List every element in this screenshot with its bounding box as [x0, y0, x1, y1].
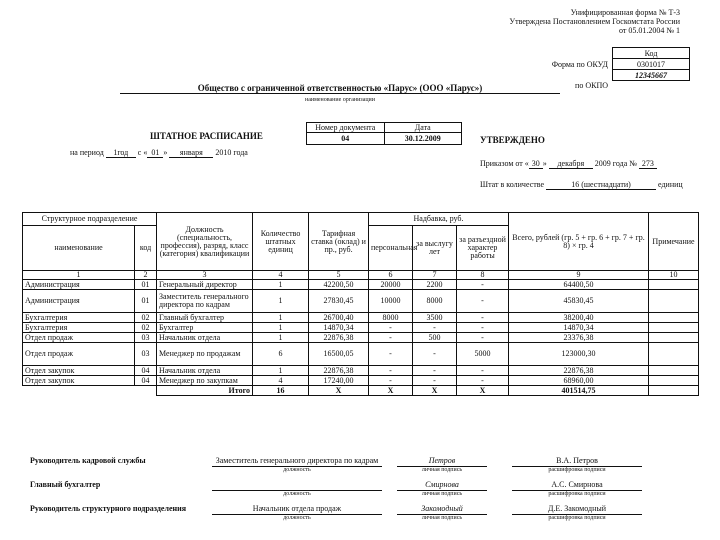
signature-name: В.А. Петров: [512, 456, 642, 467]
signature-block: [22, 480, 698, 504]
signature-position: [212, 480, 382, 491]
cell-total: 23376,38: [509, 333, 649, 343]
col-number: 2: [135, 271, 157, 280]
okud-value: 0301017: [613, 59, 690, 70]
doc-title: ШТАТНОЕ РАСПИСАНИЕ: [150, 131, 263, 141]
cell-position: Бухгалтер: [157, 323, 253, 333]
order-month: декабря: [549, 159, 593, 169]
cell-allow3: -: [457, 366, 509, 376]
cell-total: 38200,40: [509, 313, 649, 323]
okpo-label: по ОКПО: [575, 81, 608, 90]
table-row: [23, 366, 699, 376]
cell-rate: 14870,34: [309, 323, 369, 333]
cell-allow2: 8000: [413, 290, 457, 313]
cell-total: 45830,45: [509, 290, 649, 313]
cell-allow2: 3500: [413, 313, 457, 323]
cell-allow1: -: [369, 343, 413, 366]
th-position: Должность (специальность, профессия), разряд, класс (категория) квалификации: [157, 213, 253, 271]
doc-number-table: [306, 122, 462, 145]
th-rate: Тарифная ставка (оклад) и пр., руб.: [309, 213, 369, 271]
table-row: [23, 313, 699, 323]
cell-allow2: -: [413, 323, 457, 333]
cell-allow1: -: [369, 376, 413, 386]
staff-count-label: Штат в количестве: [480, 180, 545, 189]
caption-name: расшифровка подписи: [548, 491, 606, 497]
table-row: [23, 323, 699, 333]
signature-role: Руководитель кадровой службы: [30, 456, 146, 465]
caption-position: должность: [283, 515, 311, 521]
cell-position: Менеджер по закупкам: [157, 376, 253, 386]
order-year-label: года №: [612, 159, 637, 168]
form-header-line1: Унифицированная форма № Т-3: [570, 8, 680, 17]
th-allow3: за разъездной характер работы: [457, 226, 509, 271]
cell-note: [649, 313, 699, 323]
period-day: 01: [147, 148, 163, 158]
total-row: Итого 16 Х Х Х Х 401514,75: [23, 386, 699, 396]
cell-allow2: -: [413, 376, 457, 386]
organization-caption: наименование организации: [305, 97, 375, 103]
cell-count: 1: [253, 280, 309, 290]
cell-note: [649, 280, 699, 290]
th-total: Всего, рублей (гр. 5 + гр. 6 + гр. 7 + гр. 8) × гр. 4: [509, 213, 649, 271]
cell-count: 1: [253, 366, 309, 376]
cell-code: 02: [135, 323, 157, 333]
col-number: 8: [457, 271, 509, 280]
cell-position: Генеральный директор: [157, 280, 253, 290]
okpo-value: 12345667: [613, 70, 690, 81]
cell-position: Начальник отдела: [157, 366, 253, 376]
col-number: 6: [369, 271, 413, 280]
signatures: [22, 456, 698, 528]
table-row: [23, 376, 699, 386]
col-number: 1: [23, 271, 135, 280]
caption-position: должность: [283, 491, 311, 497]
table-row: [23, 290, 699, 313]
col-number: 7: [413, 271, 457, 280]
cell-allow1: -: [369, 333, 413, 343]
cell-unit: Бухгалтерия: [23, 323, 135, 333]
period-month: января: [169, 148, 213, 158]
cell-count: 1: [253, 313, 309, 323]
cell-total: 14870,34: [509, 323, 649, 333]
signature-role: Главный бухгалтер: [30, 480, 101, 489]
cell-allow2: -: [413, 366, 457, 376]
cell-allow3: -: [457, 323, 509, 333]
signature-mark: Петров: [397, 456, 487, 467]
cell-rate: 26700,40: [309, 313, 369, 323]
cell-note: [649, 376, 699, 386]
doc-number-header: Номер документа: [307, 123, 385, 133]
signature-position: Заместитель генерального директора по кадрам: [212, 456, 382, 467]
cell-position: Начальник отдела: [157, 333, 253, 343]
col-number: 9: [509, 271, 649, 280]
caption-name: расшифровка подписи: [548, 467, 606, 473]
okud-label: Форма по ОКУД: [551, 60, 608, 69]
cell-count: 1: [253, 333, 309, 343]
form-header: [380, 8, 680, 35]
table-row: [23, 280, 699, 290]
signature-block: [22, 504, 698, 528]
total-sum: 401514,75: [509, 386, 649, 396]
cell-allow1: 20000: [369, 280, 413, 290]
cell-allow2: -: [413, 343, 457, 366]
th-unit-code: код: [135, 226, 157, 271]
signature-mark: Закомодный: [397, 504, 487, 515]
signature-name: А.С. Смирнова: [512, 480, 642, 491]
col-number: 5: [309, 271, 369, 280]
period-line: на период 1год с « 01 » января 2010 года: [70, 148, 248, 157]
cell-code: 01: [135, 280, 157, 290]
cell-code: 04: [135, 366, 157, 376]
order-label: Приказом от: [480, 159, 523, 168]
form-header-line3: от 05.01.2004 № 1: [618, 26, 680, 35]
doc-number-value: 04: [307, 133, 385, 145]
th-allow2: за выслугу лет: [413, 226, 457, 271]
th-allowance: Надбавка, руб.: [369, 213, 509, 226]
staff-count-value: 16 (шестнадцати): [546, 180, 656, 190]
cell-unit: Администрация: [23, 280, 135, 290]
signature-position: Начальник отдела продаж: [212, 504, 382, 515]
cell-unit: Администрация: [23, 290, 135, 313]
cell-code: 01: [135, 290, 157, 313]
th-note: Примечание: [649, 213, 699, 271]
total-count: 16: [253, 386, 309, 396]
col-number: 10: [649, 271, 699, 280]
cell-note: [649, 333, 699, 343]
cell-note: [649, 343, 699, 366]
period-year-suffix: года: [233, 148, 248, 157]
cell-rate: 22876,38: [309, 333, 369, 343]
form-header-line2: Утверждена Постановлением Госкомстата России: [509, 17, 680, 26]
cell-code: 04: [135, 376, 157, 386]
cell-total: 22876,38: [509, 366, 649, 376]
cell-rate: 17240,00: [309, 376, 369, 386]
caption-position: должность: [283, 467, 311, 473]
cell-position: Менеджер по продажам: [157, 343, 253, 366]
cell-allow3: -: [457, 376, 509, 386]
cell-allow3: -: [457, 280, 509, 290]
col-number: 3: [157, 271, 253, 280]
cell-rate: 22876,38: [309, 366, 369, 376]
th-unit-name: наименование: [23, 226, 135, 271]
cell-note: [649, 366, 699, 376]
staff-table: [22, 212, 699, 396]
cell-allow3: -: [457, 290, 509, 313]
cell-unit: Отдел продаж: [23, 343, 135, 366]
cell-allow1: 10000: [369, 290, 413, 313]
table-row: [23, 343, 699, 366]
cell-allow1: -: [369, 366, 413, 376]
code-header: Код: [613, 48, 690, 59]
cell-allow2: 2200: [413, 280, 457, 290]
cell-rate: 42200,50: [309, 280, 369, 290]
cell-allow3: -: [457, 333, 509, 343]
cell-unit: Отдел продаж: [23, 333, 135, 343]
total-label: Итого: [157, 386, 253, 396]
cell-position: Заместитель генерального директора по кадрам: [157, 290, 253, 313]
cell-allow1: 8000: [369, 313, 413, 323]
staff-count-unit: единиц: [658, 180, 683, 189]
cell-count: 6: [253, 343, 309, 366]
caption-signature: личная подпись: [421, 491, 463, 497]
cell-allow2: 500: [413, 333, 457, 343]
cell-note: [649, 323, 699, 333]
cell-unit: Отдел закупок: [23, 366, 135, 376]
period-year: 2010: [215, 148, 232, 157]
order-day: 30: [529, 159, 543, 169]
cell-count: 1: [253, 290, 309, 313]
cell-code: 02: [135, 313, 157, 323]
th-unit: Структурное подразделение: [23, 213, 157, 226]
th-count: Количество штатных единиц: [253, 213, 309, 271]
column-numbers-row: [23, 271, 699, 280]
cell-allow3: 5000: [457, 343, 509, 366]
th-allow1: персональная: [369, 226, 413, 271]
signature-name: Д.Е. Закомодный: [512, 504, 642, 515]
caption-signature: личная подпись: [421, 467, 463, 473]
cell-code: 03: [135, 333, 157, 343]
cell-total: 64400,50: [509, 280, 649, 290]
cell-count: 4: [253, 376, 309, 386]
organization-name: Общество с ограниченной ответственностью «Парус» (ООО «Парус»): [120, 83, 560, 94]
cell-allow3: -: [457, 313, 509, 323]
staff-count-line: [480, 180, 683, 190]
caption-signature: личная подпись: [421, 515, 463, 521]
order-line: Приказом от « 30 » декабря 2009 года № 273: [480, 159, 657, 169]
signature-role: Руководитель структурного подразделения: [30, 504, 187, 513]
cell-unit: Бухгалтерия: [23, 313, 135, 323]
cell-rate: 16500,05: [309, 343, 369, 366]
cell-unit: Отдел закупок: [23, 376, 135, 386]
approved-label: УТВЕРЖДЕНО: [480, 135, 545, 145]
col-number: 4: [253, 271, 309, 280]
cell-position: Главный бухгалтер: [157, 313, 253, 323]
cell-note: [649, 290, 699, 313]
caption-name: расшифровка подписи: [548, 515, 606, 521]
cell-total: 123000,30: [509, 343, 649, 366]
table-row: [23, 333, 699, 343]
cell-allow1: -: [369, 323, 413, 333]
cell-rate: 27830,45: [309, 290, 369, 313]
signature-mark: Смирнова: [397, 480, 487, 491]
doc-date-header: Дата: [384, 123, 462, 133]
period-value: 1год: [106, 148, 136, 158]
doc-date-value: 30.12.2009: [384, 133, 462, 145]
signature-block: [22, 456, 698, 480]
order-year: 2009: [594, 159, 611, 168]
cell-count: 1: [253, 323, 309, 333]
period-from: с: [137, 148, 142, 157]
period-label: на период: [70, 148, 104, 157]
cell-total: 68960,00: [509, 376, 649, 386]
order-number: 273: [639, 159, 657, 169]
cell-code: 03: [135, 343, 157, 366]
codes-table: [612, 47, 690, 81]
